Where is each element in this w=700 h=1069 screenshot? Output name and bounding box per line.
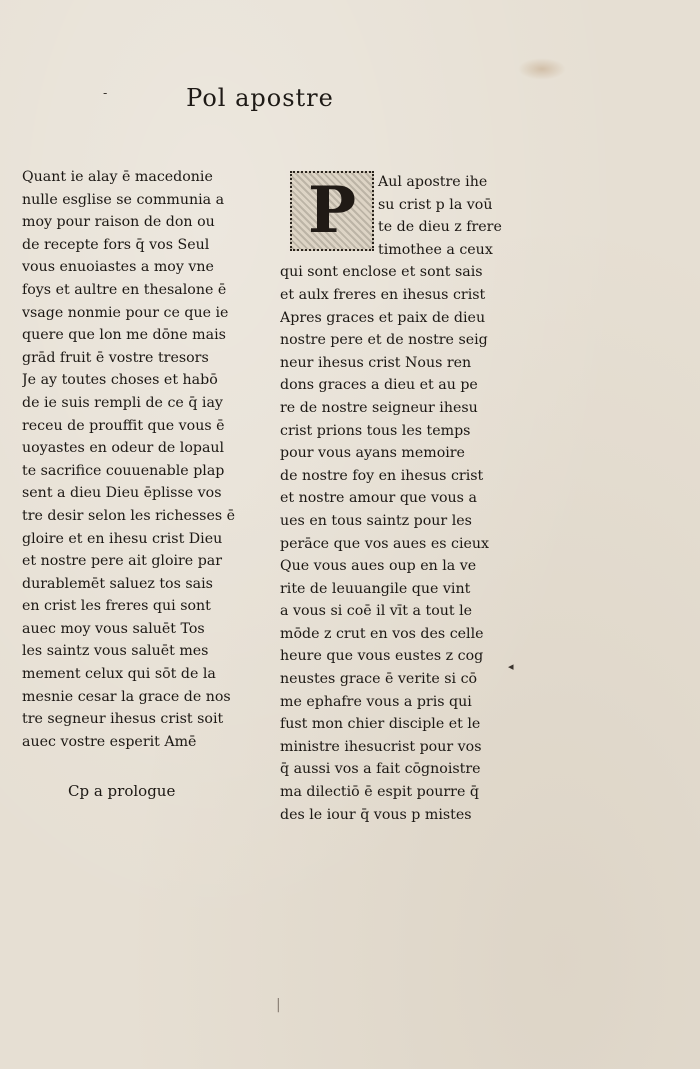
text-line: q̄ aussi vos a fait cōgnoistre <box>280 761 481 778</box>
text-line: de recepte fors q̄ vos Seul <box>22 236 210 253</box>
text-line: perāce que vos aues es cieux <box>280 535 490 552</box>
text-line: nostre pere et de nostre seig <box>280 332 488 349</box>
text-line: gloire et en ihesu crist Dieu <box>22 530 223 547</box>
text-line: et nostre pere ait gloire par <box>22 553 223 570</box>
text-line: quere que lon me dōne mais <box>22 327 226 344</box>
text-line: Que vous aues oup en la ve <box>280 558 477 575</box>
text-line: moy pour raison de don ou <box>22 214 215 231</box>
text-line: et aulx freres en ihesus crist <box>280 286 486 303</box>
text-line: crist prions tous les temps <box>280 422 471 439</box>
text-line: rite de leuuangile que vint <box>280 580 471 597</box>
text-line: re de nostre seigneur ihesu <box>280 399 478 416</box>
text-line: neustes grace ē verite si cō <box>280 671 478 688</box>
margin-tick: | <box>276 997 281 1013</box>
text-line: durablemēt saluez tos sais <box>22 575 213 592</box>
running-head: Pol apostre <box>186 84 334 112</box>
text-line: auec moy vous saluēt Tos <box>22 620 205 637</box>
text-line: te de dieu z frere <box>378 219 502 236</box>
text-line: de nostre foy en ihesus crist <box>280 467 484 484</box>
left-text-column <box>22 166 244 753</box>
text-line: dons graces a dieu et au pe <box>280 377 478 394</box>
text-line: pour vous ayans memoire <box>280 445 465 462</box>
margin-arrow-icon: ◂ <box>508 660 514 673</box>
text-line: Aul apostre ihe <box>378 174 488 190</box>
text-line: de ie suis rempli de ce q̄ iay <box>22 394 223 411</box>
text-line: a vous si coē il vīt a tout le <box>280 603 473 620</box>
text-line: Apres graces et paix de dieu <box>280 309 486 326</box>
text-line: ues en tous saintz pour les <box>280 512 472 529</box>
text-line: nulle esglise se communia a <box>22 191 225 208</box>
text-line: mement celux qui sōt de la <box>22 666 216 683</box>
text-line: fust mon chier disciple et le <box>280 716 481 733</box>
text-line: sent a dieu Dieu ēplisse vos <box>22 485 222 502</box>
text-line: uoyastes en odeur de lopaul <box>22 440 225 457</box>
text-line: grād fruit ē vostre tresors <box>22 349 209 366</box>
right-text-column <box>280 171 520 826</box>
text-line: vsage nonmie pour ce que ie <box>22 304 229 321</box>
text-line: te sacrifice couuenable plap <box>22 462 225 479</box>
text-line: qui sont enclose et sont sais <box>280 264 483 281</box>
text-line: neur ihesus crist Nous ren <box>280 354 472 371</box>
column-caption: Cp a prologue <box>68 782 176 800</box>
text-line: tre desir selon les richesses ē <box>22 507 236 524</box>
text-line: mōde z crut en vos des celle <box>280 625 484 642</box>
text-line: heure que vous eustes z cog <box>280 648 484 665</box>
text-line: Je ay toutes choses et habō <box>22 372 218 389</box>
text-line: su crist p la voū <box>378 196 493 213</box>
text-line: des le iour q̄ vous p mistes <box>280 806 472 823</box>
text-line: timothee a ceux <box>378 241 493 258</box>
paper-stain <box>518 58 566 80</box>
text-line: Quant ie alay ē macedonie <box>22 169 213 185</box>
text-line: ministre ihesucrist pour vos <box>280 738 482 755</box>
text-line: receu de prouffit que vous ē <box>22 417 225 434</box>
text-line: et nostre amour que vous a <box>280 490 477 507</box>
text-line: en crist les freres qui sont <box>22 598 211 615</box>
text-line: foys et aultre en thesalone ē <box>22 281 227 298</box>
text-line: vous enuoiastes a moy vne <box>22 259 214 276</box>
text-line: ma dilectiō ē espit pourre q̄ <box>280 784 479 801</box>
text-line: auec vostre esperit Amē <box>22 733 197 750</box>
text-line: les saintz vous saluēt mes <box>22 643 209 660</box>
margin-mark: - <box>103 86 108 100</box>
initial-letter: P <box>307 173 357 248</box>
text-line: me ephafre vous a pris qui <box>280 693 472 710</box>
text-line: tre segneur ihesus crist soit <box>22 711 224 728</box>
text-line: mesnie cesar la grace de nos <box>22 688 231 705</box>
